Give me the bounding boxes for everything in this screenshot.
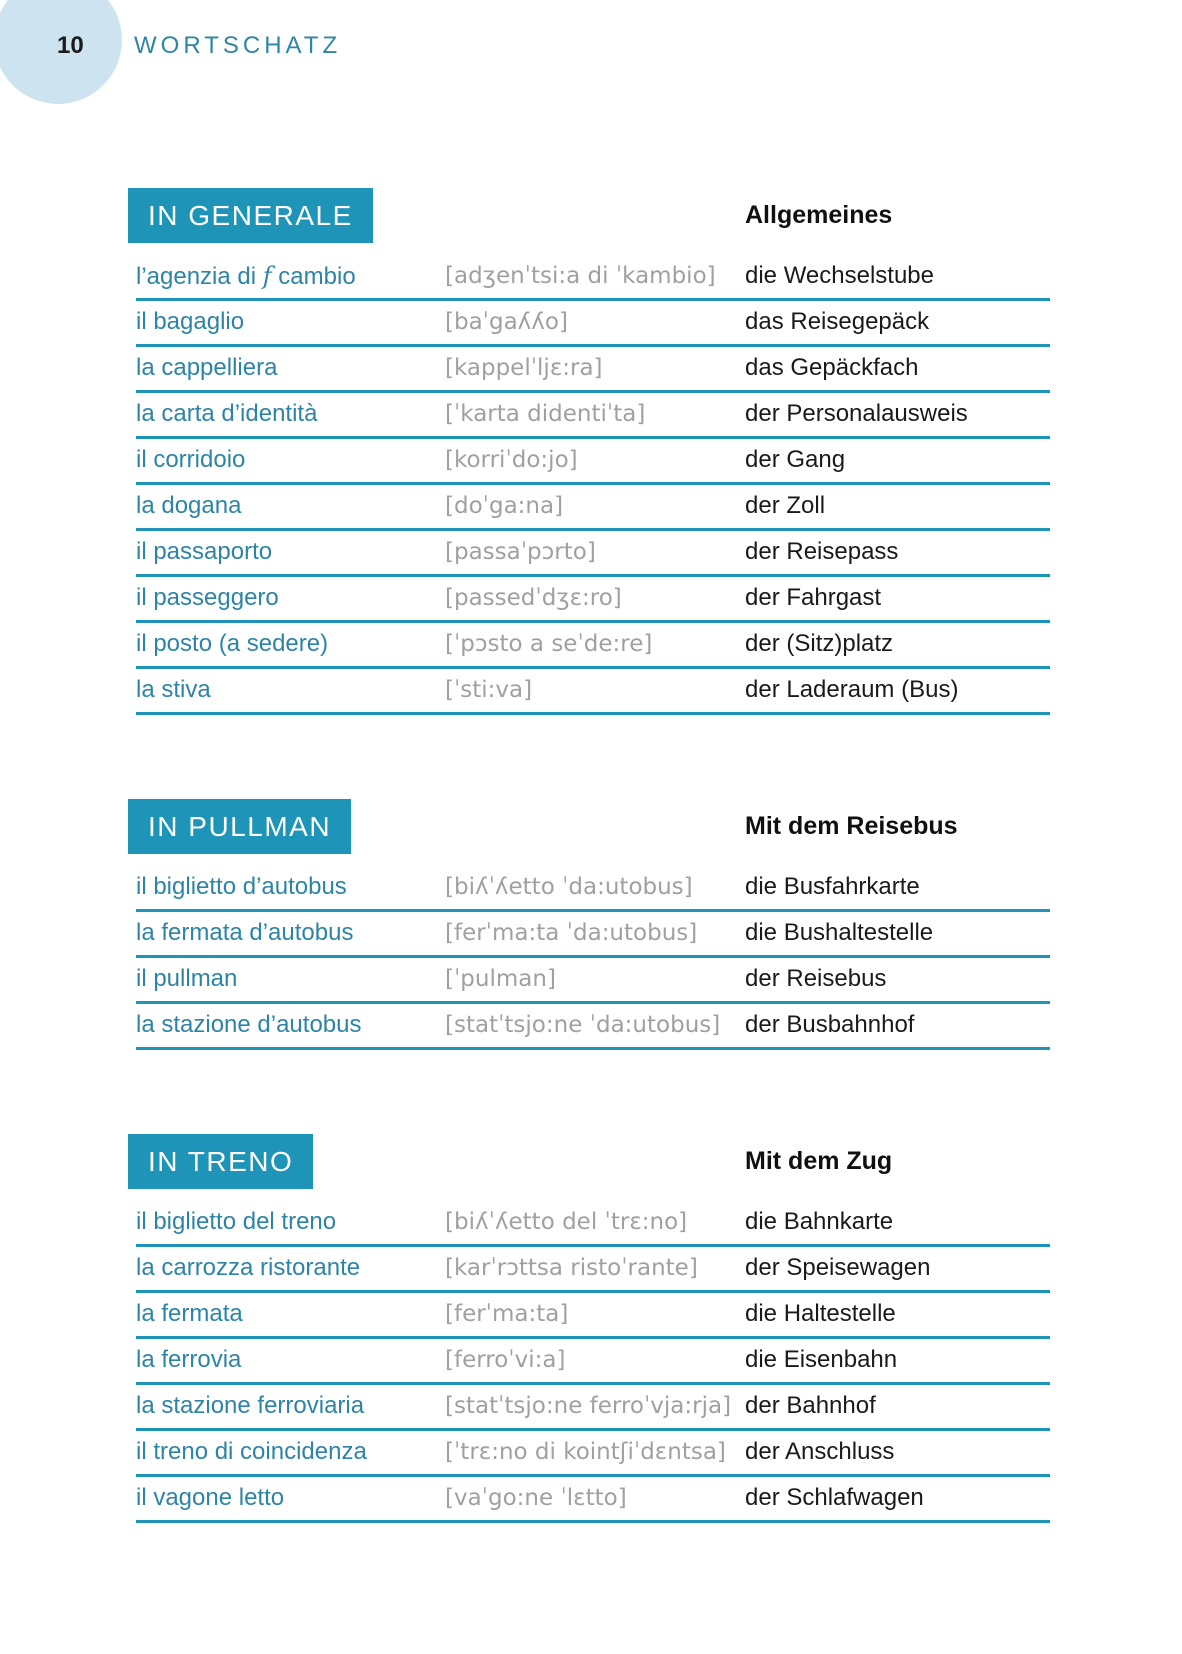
italian-term: la cappelliera bbox=[136, 354, 278, 381]
table-row bbox=[136, 912, 1050, 958]
section-title-german: Mit dem Reisebus bbox=[745, 812, 958, 840]
italian-term: la fermata bbox=[136, 1300, 243, 1327]
section-title-italian: IN PULLMAN bbox=[128, 799, 351, 854]
table-row bbox=[136, 485, 1050, 531]
german-translation: der Laderaum (Bus) bbox=[745, 676, 959, 703]
italian-term: il biglietto d’autobus bbox=[136, 873, 347, 900]
italian-term: il posto (a sedere) bbox=[136, 630, 329, 657]
section-title-german: Allgemeines bbox=[745, 201, 893, 229]
table-row bbox=[136, 1201, 1050, 1247]
page-title: WORTSCHATZ bbox=[134, 32, 342, 59]
ipa-pronunciation: [ˈpulman] bbox=[445, 966, 556, 992]
ipa-pronunciation: [ˈtrɛ:no di kointʃiˈdɛntsa] bbox=[445, 1439, 726, 1465]
german-translation: der Personalausweis bbox=[745, 400, 968, 427]
section-title-german: Mit dem Zug bbox=[745, 1147, 893, 1175]
italian-term: il pullman bbox=[136, 965, 238, 992]
ipa-pronunciation: [passaˈpɔrto] bbox=[445, 539, 596, 565]
table-row bbox=[136, 1431, 1050, 1477]
section-title-italian: IN TRENO bbox=[128, 1134, 313, 1189]
ipa-pronunciation: [statˈtsjo:ne ferroˈvja:rja] bbox=[445, 1393, 732, 1419]
italian-term: l’agenzia di f cambio bbox=[136, 262, 356, 290]
italian-term: il biglietto del treno bbox=[136, 1208, 337, 1235]
page-number: 10 bbox=[57, 32, 84, 59]
italian-term: la stazione ferroviaria bbox=[136, 1392, 365, 1419]
italian-term: la ferrovia bbox=[136, 1346, 242, 1373]
german-translation: der Anschluss bbox=[745, 1438, 895, 1465]
ipa-pronunciation: [biʎˈʎetto del ˈtrɛ:no] bbox=[445, 1209, 688, 1235]
german-translation: das Gepäckfach bbox=[745, 354, 919, 381]
table-row bbox=[136, 301, 1050, 347]
vocab-table bbox=[136, 1201, 1050, 1523]
ipa-pronunciation: [ferroˈvi:a] bbox=[445, 1347, 566, 1373]
ipa-pronunciation: [ˈpɔsto a seˈde:re] bbox=[445, 631, 653, 657]
table-row bbox=[136, 623, 1050, 669]
ipa-pronunciation: [doˈga:na] bbox=[445, 493, 564, 519]
german-translation: der Bahnhof bbox=[745, 1392, 876, 1419]
table-row bbox=[136, 1293, 1050, 1339]
table-row bbox=[136, 347, 1050, 393]
italian-term: il passeggero bbox=[136, 584, 279, 611]
vocab-section bbox=[136, 188, 1050, 715]
table-row bbox=[136, 1339, 1050, 1385]
german-translation: der (Sitz)platz bbox=[745, 630, 894, 657]
italian-term: il vagone letto bbox=[136, 1484, 285, 1511]
table-row bbox=[136, 669, 1050, 715]
ipa-pronunciation: [statˈtsjo:ne ˈda:utobus] bbox=[445, 1012, 721, 1038]
section-header bbox=[136, 1134, 1050, 1189]
german-translation: der Speisewagen bbox=[745, 1254, 931, 1281]
table-row bbox=[136, 1385, 1050, 1431]
ipa-pronunciation: [ˈsti:va] bbox=[445, 677, 533, 703]
ipa-pronunciation: [vaˈgo:ne ˈlɛtto] bbox=[445, 1485, 627, 1511]
italian-term: la fermata d’autobus bbox=[136, 919, 354, 946]
german-translation: die Bahnkarte bbox=[745, 1208, 894, 1235]
italian-term: la stiva bbox=[136, 676, 211, 703]
table-row bbox=[136, 439, 1050, 485]
italian-term: il treno di coincidenza bbox=[136, 1438, 367, 1465]
german-translation: der Reisebus bbox=[745, 965, 887, 992]
section-header bbox=[136, 799, 1050, 854]
german-translation: der Schlafwagen bbox=[745, 1484, 924, 1511]
german-translation: der Reisepass bbox=[745, 538, 899, 565]
ipa-pronunciation: [passedˈdʒɛ:ro] bbox=[445, 585, 622, 611]
ipa-pronunciation: [ˈkarta didentiˈta] bbox=[445, 401, 646, 427]
german-translation: das Reisegepäck bbox=[745, 308, 930, 335]
german-translation: die Eisenbahn bbox=[745, 1346, 898, 1373]
vocabulary-content bbox=[136, 188, 1050, 1523]
ipa-pronunciation: [adʒenˈtsi:a di ˈkambio] bbox=[445, 263, 716, 289]
italian-term: il bagaglio bbox=[136, 308, 245, 335]
german-translation: der Gang bbox=[745, 446, 846, 473]
table-row bbox=[136, 577, 1050, 623]
german-translation: die Wechselstube bbox=[745, 262, 934, 289]
vocab-table bbox=[136, 866, 1050, 1050]
german-translation: der Busbahnhof bbox=[745, 1011, 915, 1038]
german-translation: die Haltestelle bbox=[745, 1300, 896, 1327]
italian-term: la stazione d’autobus bbox=[136, 1011, 362, 1038]
italian-term: la dogana bbox=[136, 492, 242, 519]
table-row bbox=[136, 393, 1050, 439]
table-row bbox=[136, 866, 1050, 912]
section-title-italian: IN GENERALE bbox=[128, 188, 373, 243]
ipa-pronunciation: [ferˈma:ta ˈda:utobus] bbox=[445, 920, 698, 946]
vocab-section bbox=[136, 1134, 1050, 1523]
german-translation: der Zoll bbox=[745, 492, 826, 519]
vocab-section bbox=[136, 799, 1050, 1050]
table-row bbox=[136, 1247, 1050, 1293]
ipa-pronunciation: [baˈgaʎʎo] bbox=[445, 309, 568, 335]
ipa-pronunciation: [kappelˈljɛ:ra] bbox=[445, 355, 603, 381]
italian-term: la carta d’identità bbox=[136, 400, 318, 427]
ipa-pronunciation: [ferˈma:ta] bbox=[445, 1301, 569, 1327]
table-row bbox=[136, 1477, 1050, 1523]
german-translation: der Fahrgast bbox=[745, 584, 882, 611]
ipa-pronunciation: [biʎˈʎetto ˈda:utobus] bbox=[445, 874, 693, 900]
ipa-pronunciation: [korriˈdo:jo] bbox=[445, 447, 578, 473]
ipa-pronunciation: [karˈrɔttsa ristoˈrante] bbox=[445, 1255, 698, 1281]
section-header bbox=[136, 188, 1050, 243]
table-row bbox=[136, 1004, 1050, 1050]
german-translation: die Busfahrkarte bbox=[745, 873, 920, 900]
table-row bbox=[136, 531, 1050, 577]
italian-term: il passaporto bbox=[136, 538, 273, 565]
italian-term: il corridoio bbox=[136, 446, 246, 473]
table-row bbox=[136, 958, 1050, 1004]
italian-term: la carrozza ristorante bbox=[136, 1254, 361, 1281]
gender-marker: f bbox=[262, 262, 272, 290]
table-row bbox=[136, 255, 1050, 301]
german-translation: die Bushaltestelle bbox=[745, 919, 934, 946]
vocab-table bbox=[136, 255, 1050, 715]
